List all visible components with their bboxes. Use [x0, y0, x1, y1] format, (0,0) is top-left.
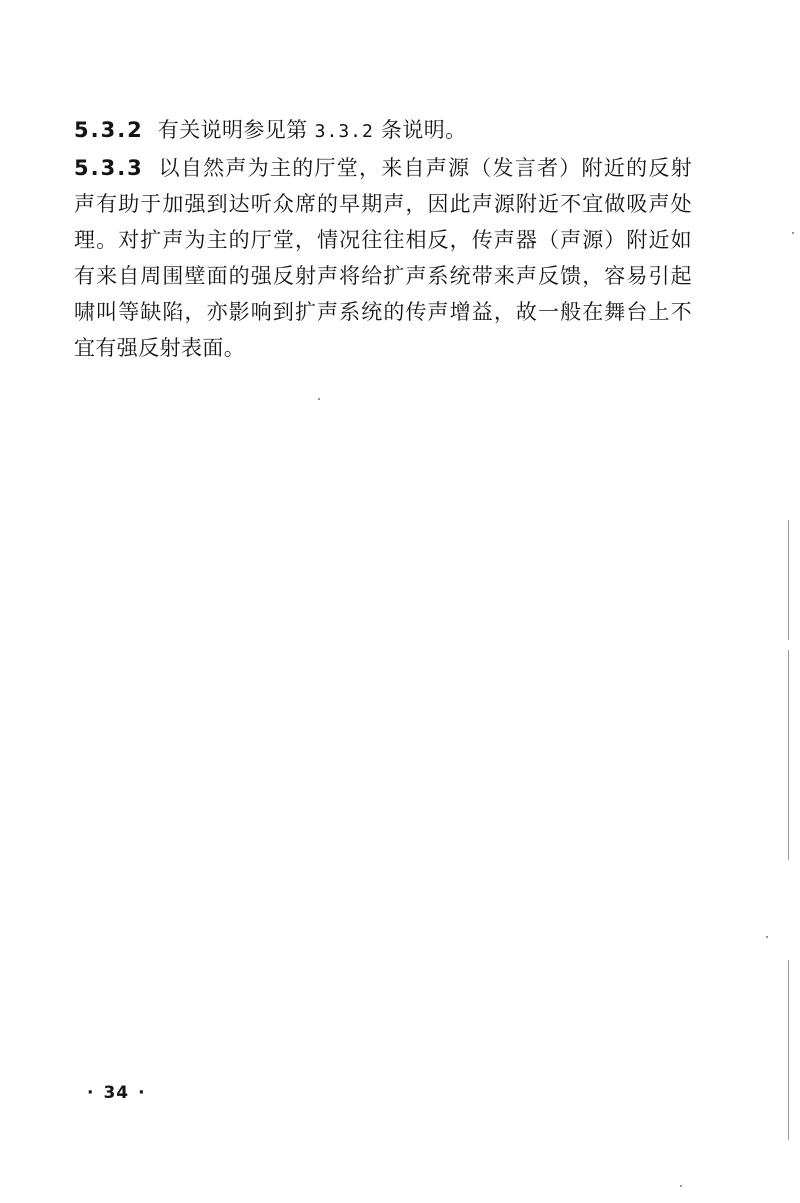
clause-5-3-2: [74, 112, 692, 150]
clause-text-block: [74, 112, 692, 366]
page-number-dot-right: ·: [138, 1083, 146, 1103]
page-number: [78, 1083, 155, 1103]
scan-edge-line: [788, 960, 789, 1140]
clause-text: 有关说明参见第: [157, 118, 315, 142]
clause-text: 以自然声为主的厅堂，来自声源（发言者）附近的反射声有助于加强到达听众席的早期声，因此声源附近不宜做吸声处理。对扩声为主的厅堂，情况往往相反，传声器（声源）附近如有来自周围壁面的强反射声将给扩声系统带来声反馈，容易引起啸叫等缺陷，亦影响到扩声系统的传声增益，故一般在舞台上不宜有强反射表面。: [74, 156, 692, 360]
clause-text-end: 条说明。: [373, 118, 467, 142]
scan-speck: [792, 232, 794, 234]
clause-5-3-3: [74, 150, 692, 366]
clause-number: 5.3.3: [74, 156, 144, 180]
scan-speck: [680, 1185, 682, 1187]
scan-edge-line: [788, 520, 789, 640]
clause-number: 5.3.2: [74, 118, 144, 142]
page-number-dot-left: ·: [87, 1083, 95, 1103]
page-number-value: 34: [103, 1083, 130, 1103]
scan-speck: [318, 398, 320, 400]
clause-reference: 3.3.2: [314, 121, 374, 142]
scan-speck: [766, 936, 768, 938]
scan-edge-line: [788, 650, 789, 860]
